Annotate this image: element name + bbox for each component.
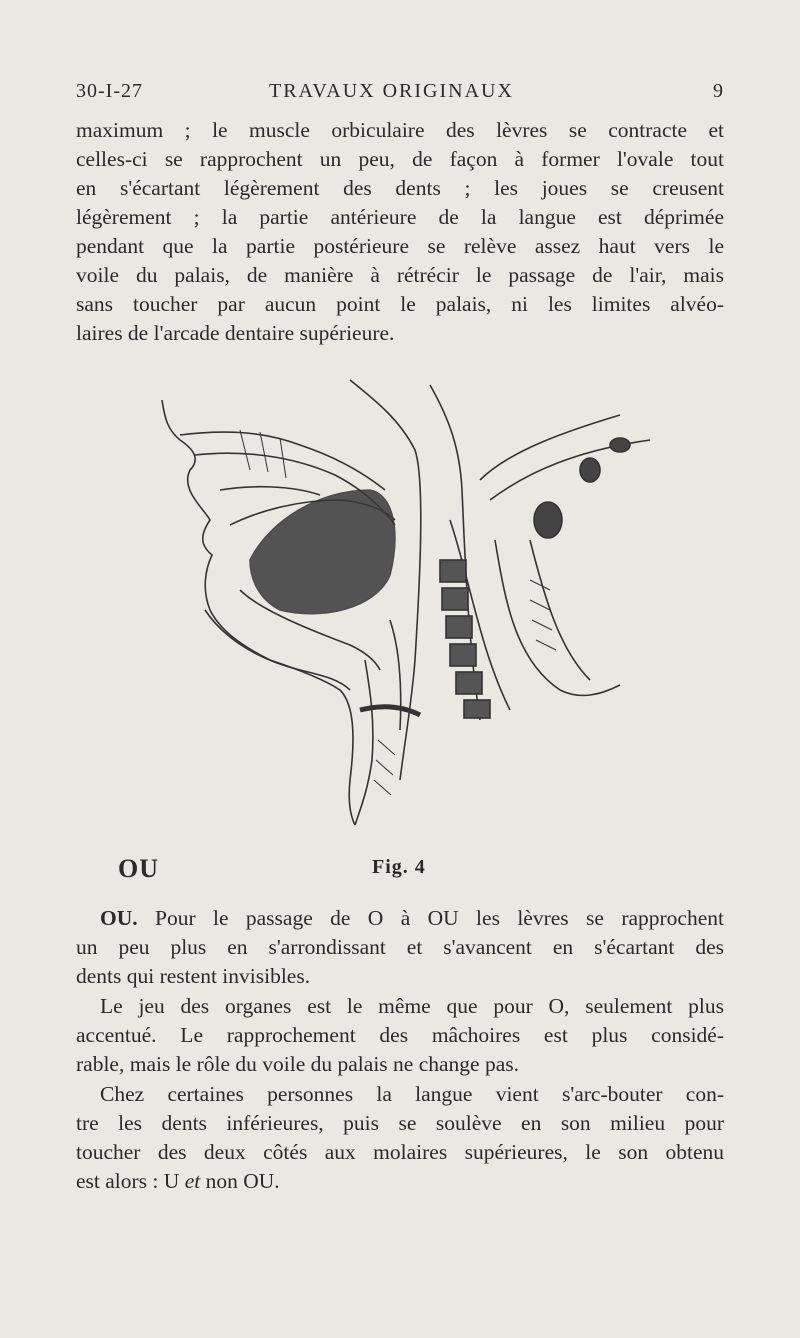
header-title: TRAVAUX ORIGINAUX [269,80,514,102]
header-date: 30-I-27 [76,80,143,102]
text-line [76,904,724,933]
vocal-tract-section-drawing [150,360,670,840]
text-line: un peu plus en s'arrondissant et s'avancent en s'écartant des [76,935,724,959]
paragraph-lead: OU. [100,906,138,930]
text-line: pendant que la partie postérieure se relève assez haut vers le [76,234,724,258]
text-line: sans toucher par aucun point le palais, ni les limites alvéo- [76,292,724,316]
text-fragment: est alors : U [76,1169,185,1193]
text-fragment: non OU. [200,1169,280,1193]
paragraph-4 [76,1080,724,1196]
text-line: rable, mais le rôle du voile du palais ne change pas. [76,1052,519,1076]
running-header [76,80,724,108]
text-line: accentué. Le rapprochement des mâchoires est plus considé- [76,1023,724,1047]
paragraph-3 [76,992,724,1079]
figure-caption: Fig. 4 [372,856,426,878]
text-line: maximum ; le muscle orbiculaire des lèvres se contracte et [76,118,724,142]
text-line: laires de l'arcade dentaire supérieure. [76,321,395,345]
paragraph-1 [76,116,724,348]
paragraph-2 [76,904,724,991]
anatomical-figure [150,360,670,840]
text-line: toucher des deux côtés aux molaires supérieures, le son obtenu [76,1140,724,1164]
text-line [76,1167,724,1196]
text-line: dents qui restent invisibles. [76,964,311,988]
text-line: Le jeu des organes est le même que pour O, seulement plus [100,994,724,1018]
text-line: Chez certaines personnes la langue vient s'arc-bouter con- [100,1082,724,1106]
figure-sound-label: OU [118,854,159,883]
page-number: 9 [713,80,724,102]
text-line: tre les dents inférieures, puis se soulève en son milieu pour [76,1111,724,1135]
text-line: celles-ci se rapprochent un peu, de façon à former l'ovale tout [76,147,724,171]
text-fragment: Pour le passage de O à OU les lèvres se rapprochent [137,906,724,930]
text-line: en s'écartant légèrement des dents ; les joues se creusent [76,176,724,200]
italic-word: et [184,1169,201,1193]
text-line: voile du palais, de manière à rétrécir le passage de l'air, mais [76,263,724,287]
text-line: légèrement ; la partie antérieure de la langue est déprimée [76,205,724,229]
